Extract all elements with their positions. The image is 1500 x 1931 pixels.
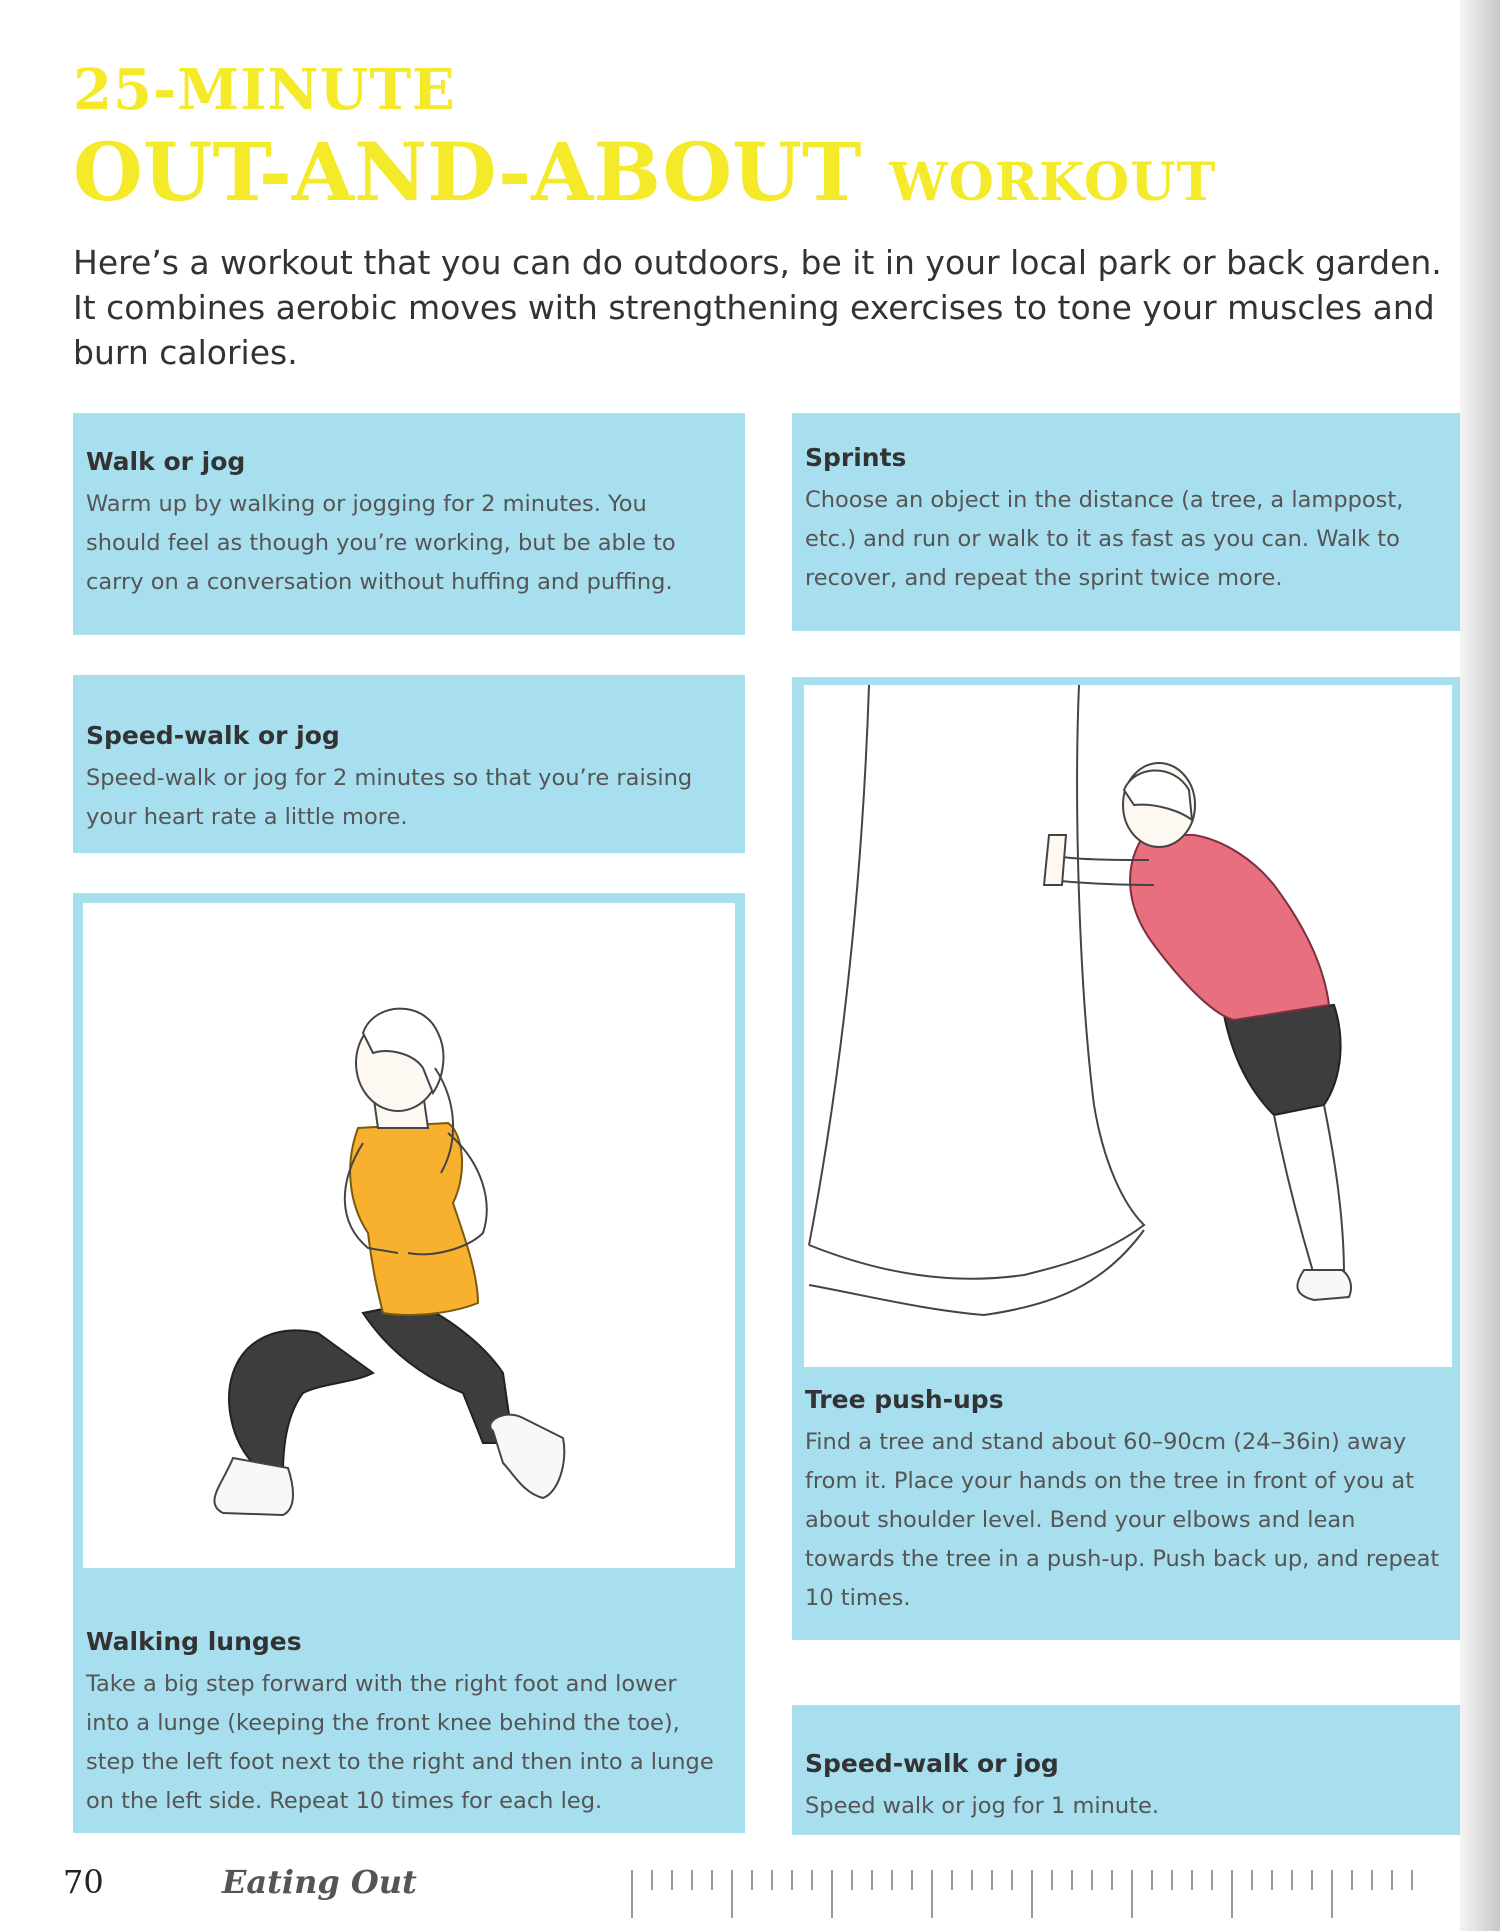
title-small: WORKOUT bbox=[889, 152, 1217, 213]
exercise-title: Walk or jog bbox=[86, 447, 246, 476]
exercise-text: Find a tree and stand about 60–90cm (24–36in) away from it. Place your hands on the tree in front of you at about shoulder level. Bend your elbows and lean towards the tree in a push-up. Push back up, and repeat 10 times. bbox=[805, 1429, 1440, 1611]
title-line-1: 25-MINUTE bbox=[73, 57, 456, 123]
exercise-box-sprints bbox=[792, 413, 1460, 631]
exercise-box-speed-walk-1min bbox=[792, 1705, 1460, 1835]
book-title: Eating Out bbox=[222, 1863, 417, 1901]
exercise-text: Speed walk or jog for 1 minute. bbox=[805, 1793, 1159, 1819]
exercise-box-tree-push-ups bbox=[792, 677, 1460, 1640]
exercise-box-walk-or-jog bbox=[73, 413, 745, 635]
exercise-title: Walking lunges bbox=[86, 1627, 302, 1656]
exercise-box-speed-walk bbox=[73, 675, 745, 853]
title-main: OUT-AND-ABOUT bbox=[73, 125, 862, 219]
lunge-woman-illustration bbox=[83, 903, 735, 1568]
exercise-box-walking-lunges bbox=[73, 893, 745, 1833]
exercise-title: Sprints bbox=[805, 443, 907, 472]
ruler-decoration bbox=[630, 1868, 1450, 1923]
page-number: 70 bbox=[63, 1863, 104, 1901]
exercise-text: Take a big step forward with the right foot and lower into a lunge (keeping the front knee behind the toe), step the left foot next to the right and then into a lunge on the left side. Repeat 10 times for each leg. bbox=[86, 1671, 714, 1814]
tree-push-up-illustration bbox=[804, 685, 1452, 1367]
exercise-title: Speed-walk or jog bbox=[805, 1749, 1059, 1778]
illustration-frame bbox=[804, 685, 1452, 1367]
exercise-text: Speed-walk or jog for 2 minutes so that you’re raising your heart rate a little more. bbox=[86, 765, 693, 830]
title-line-2 bbox=[73, 125, 1217, 219]
illustration-frame bbox=[83, 903, 735, 1568]
page-edge-shadow bbox=[1460, 0, 1500, 1931]
exercise-title: Tree push-ups bbox=[805, 1385, 1004, 1414]
exercise-text: Warm up by walking or jogging for 2 minutes. You should feel as though you’re working, but be able to carry on a conversation without huffing and puffing. bbox=[86, 491, 676, 595]
exercise-text: Choose an object in the distance (a tree, a lamppost, etc.) and run or walk to it as fast as you can. Walk to recover, and repeat the sprint twice more. bbox=[805, 487, 1404, 591]
intro-paragraph: Here’s a workout that you can do outdoors, be it in your local park or back garden. It combines aerobic moves with strengthening exercises to tone your muscles and burn calories. bbox=[73, 243, 1442, 372]
exercise-title: Speed-walk or jog bbox=[86, 721, 340, 750]
